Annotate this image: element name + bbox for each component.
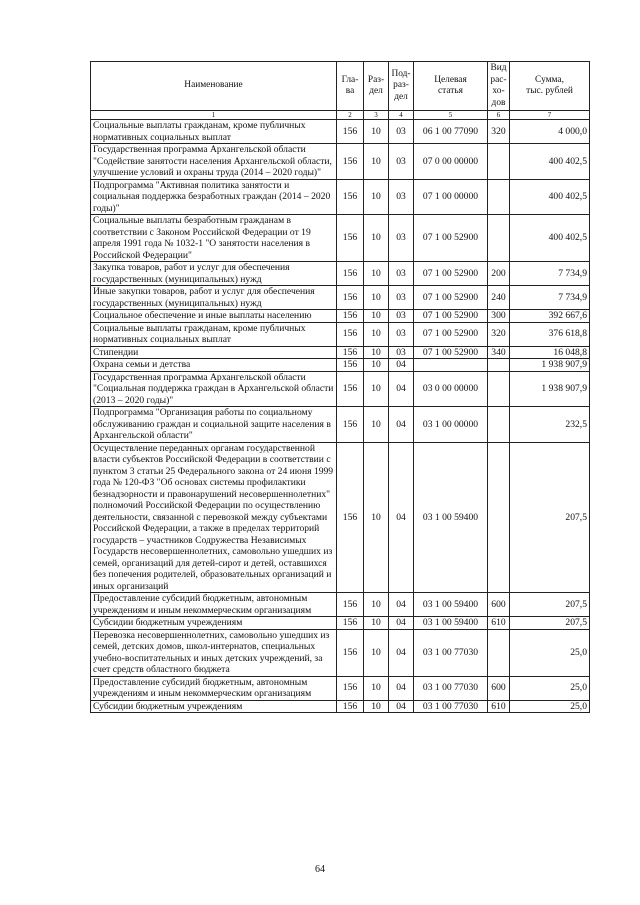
table-row bbox=[91, 617, 590, 630]
cell-target: 07 1 00 00000 bbox=[414, 179, 488, 215]
table-row bbox=[91, 310, 590, 323]
table-row bbox=[91, 407, 590, 443]
cell-sum: 25,0 bbox=[510, 676, 590, 700]
cell-vid: 610 bbox=[488, 700, 510, 713]
table-row bbox=[91, 629, 590, 676]
cell-target bbox=[414, 359, 488, 372]
cell-vid: 600 bbox=[488, 593, 510, 617]
cell-razdel: 10 bbox=[364, 310, 389, 323]
budget-table bbox=[90, 61, 590, 713]
cell-razdel: 10 bbox=[364, 407, 389, 443]
cell-sum: 207,5 bbox=[510, 617, 590, 630]
cell-name: Социальные выплаты гражданам, кроме публичных нормативных социальных выплат bbox=[91, 322, 337, 346]
cell-vid: 240 bbox=[488, 286, 510, 310]
cell-vid bbox=[488, 371, 510, 407]
cell-sum: 7 734,9 bbox=[510, 262, 590, 286]
cell-vid bbox=[488, 359, 510, 372]
cell-vid: 320 bbox=[488, 120, 510, 144]
cell-target: 07 1 00 52900 bbox=[414, 322, 488, 346]
cell-target: 06 1 00 77090 bbox=[414, 120, 488, 144]
cell-podrazdel: 03 bbox=[389, 322, 414, 346]
table-row bbox=[91, 442, 590, 593]
cell-glava: 156 bbox=[337, 676, 364, 700]
cell-target: 03 1 00 77030 bbox=[414, 629, 488, 676]
column-number: 3 bbox=[364, 111, 389, 120]
cell-podrazdel: 03 bbox=[389, 286, 414, 310]
table-row bbox=[91, 120, 590, 144]
cell-glava: 156 bbox=[337, 629, 364, 676]
table-row bbox=[91, 676, 590, 700]
cell-sum: 400 402,5 bbox=[510, 144, 590, 180]
cell-target: 07 1 00 52900 bbox=[414, 346, 488, 359]
cell-sum: 1 938 907,9 bbox=[510, 371, 590, 407]
cell-name: Перевозка несовершеннолетних, самовольно ушедших из семей, детских домов, школ-интернатов, специальных учебно-воспитательных и иных детских учреждений, за счет средств областного бюджета bbox=[91, 629, 337, 676]
header-vid: Вид рас- хо- дов bbox=[488, 62, 510, 111]
cell-name: Закупка товаров, работ и услуг для обеспечения государственных (муниципальных) нужд bbox=[91, 262, 337, 286]
cell-razdel: 10 bbox=[364, 144, 389, 180]
cell-podrazdel: 03 bbox=[389, 262, 414, 286]
column-number: 6 bbox=[488, 111, 510, 120]
header-glava: Гла- ва bbox=[337, 62, 364, 111]
cell-glava: 156 bbox=[337, 215, 364, 262]
cell-glava: 156 bbox=[337, 442, 364, 593]
cell-sum: 207,5 bbox=[510, 593, 590, 617]
header-sum: Сумма, тыс. рублей bbox=[510, 62, 590, 111]
cell-sum: 4 000,0 bbox=[510, 120, 590, 144]
cell-glava: 156 bbox=[337, 617, 364, 630]
table-row bbox=[91, 371, 590, 407]
cell-sum: 232,5 bbox=[510, 407, 590, 443]
cell-name: Подпрограмма "Организация работы по социальному обслуживанию граждан и социальной защите населения в Архангельской области" bbox=[91, 407, 337, 443]
cell-podrazdel: 03 bbox=[389, 310, 414, 323]
cell-name: Охрана семьи и детства bbox=[91, 359, 337, 372]
column-number: 5 bbox=[414, 111, 488, 120]
cell-podrazdel: 04 bbox=[389, 407, 414, 443]
cell-glava: 156 bbox=[337, 371, 364, 407]
header-razdel: Раз- дел bbox=[364, 62, 389, 111]
cell-sum: 400 402,5 bbox=[510, 215, 590, 262]
cell-razdel: 10 bbox=[364, 593, 389, 617]
cell-sum: 1 938 907,9 bbox=[510, 359, 590, 372]
cell-vid bbox=[488, 144, 510, 180]
cell-razdel: 10 bbox=[364, 617, 389, 630]
header-row bbox=[91, 62, 590, 111]
cell-razdel: 10 bbox=[364, 676, 389, 700]
table-row bbox=[91, 144, 590, 180]
cell-razdel: 10 bbox=[364, 262, 389, 286]
cell-podrazdel: 04 bbox=[389, 617, 414, 630]
cell-sum: 400 402,5 bbox=[510, 179, 590, 215]
table-row bbox=[91, 215, 590, 262]
cell-vid: 600 bbox=[488, 676, 510, 700]
cell-vid: 340 bbox=[488, 346, 510, 359]
table-row bbox=[91, 700, 590, 713]
cell-name: Предоставление субсидий бюджетным, автономным учреждениям и иным некоммерческим организациям bbox=[91, 593, 337, 617]
cell-target: 03 1 00 59400 bbox=[414, 593, 488, 617]
cell-sum: 392 667,6 bbox=[510, 310, 590, 323]
cell-razdel: 10 bbox=[364, 359, 389, 372]
header-name: Наименование bbox=[91, 62, 337, 111]
cell-glava: 156 bbox=[337, 593, 364, 617]
cell-glava: 156 bbox=[337, 262, 364, 286]
cell-name: Государственная программа Архангельской области "Содействие занятости населения Архангельской области, улучшение условий и охраны труда (2014 – 2020 годы)" bbox=[91, 144, 337, 180]
cell-glava: 156 bbox=[337, 310, 364, 323]
cell-name: Подпрограмма "Активная политика занятости и социальная поддержка безработных граждан (2014 – 2020 годы)" bbox=[91, 179, 337, 215]
cell-vid: 320 bbox=[488, 322, 510, 346]
cell-vid bbox=[488, 629, 510, 676]
cell-vid bbox=[488, 179, 510, 215]
cell-name: Социальные выплаты безработным гражданам в соответствии с Законом Российской Федерации от 19 апреля 1991 года № 1032-1 "О занятости населения в Российской Федерации" bbox=[91, 215, 337, 262]
cell-vid bbox=[488, 407, 510, 443]
cell-sum: 25,0 bbox=[510, 629, 590, 676]
table-row bbox=[91, 593, 590, 617]
table-row bbox=[91, 286, 590, 310]
cell-glava: 156 bbox=[337, 346, 364, 359]
cell-razdel: 10 bbox=[364, 322, 389, 346]
page-number: 64 bbox=[315, 864, 325, 875]
cell-podrazdel: 03 bbox=[389, 179, 414, 215]
cell-target: 03 0 00 00000 bbox=[414, 371, 488, 407]
cell-glava: 156 bbox=[337, 179, 364, 215]
cell-vid: 200 bbox=[488, 262, 510, 286]
cell-name: Субсидии бюджетным учреждениям bbox=[91, 700, 337, 713]
cell-podrazdel: 03 bbox=[389, 120, 414, 144]
cell-razdel: 10 bbox=[364, 286, 389, 310]
cell-razdel: 10 bbox=[364, 120, 389, 144]
cell-name: Иные закупки товаров, работ и услуг для обеспечения государственных (муниципальных) нужд bbox=[91, 286, 337, 310]
table-row bbox=[91, 346, 590, 359]
cell-glava: 156 bbox=[337, 144, 364, 180]
cell-podrazdel: 03 bbox=[389, 215, 414, 262]
cell-name: Социальное обеспечение и иные выплаты населению bbox=[91, 310, 337, 323]
cell-sum: 25,0 bbox=[510, 700, 590, 713]
cell-target: 03 1 00 77030 bbox=[414, 700, 488, 713]
cell-target: 03 1 00 59400 bbox=[414, 617, 488, 630]
cell-target: 07 1 00 52900 bbox=[414, 262, 488, 286]
cell-podrazdel: 04 bbox=[389, 593, 414, 617]
cell-podrazdel: 04 bbox=[389, 676, 414, 700]
cell-target: 03 1 00 77030 bbox=[414, 676, 488, 700]
cell-razdel: 10 bbox=[364, 179, 389, 215]
cell-name: Субсидии бюджетным учреждениям bbox=[91, 617, 337, 630]
cell-target: 07 1 00 52900 bbox=[414, 215, 488, 262]
cell-podrazdel: 04 bbox=[389, 629, 414, 676]
cell-sum: 207,5 bbox=[510, 442, 590, 593]
cell-name: Социальные выплаты гражданам, кроме публичных нормативных социальных выплат bbox=[91, 120, 337, 144]
cell-razdel: 10 bbox=[364, 215, 389, 262]
cell-glava: 156 bbox=[337, 407, 364, 443]
cell-glava: 156 bbox=[337, 700, 364, 713]
cell-target: 07 1 00 52900 bbox=[414, 310, 488, 323]
column-number: 2 bbox=[337, 111, 364, 120]
table-row bbox=[91, 359, 590, 372]
cell-razdel: 10 bbox=[364, 700, 389, 713]
cell-name: Стипендии bbox=[91, 346, 337, 359]
cell-podrazdel: 03 bbox=[389, 346, 414, 359]
table-row bbox=[91, 262, 590, 286]
cell-name: Предоставление субсидий бюджетным, автономным учреждениям и иным некоммерческим организациям bbox=[91, 676, 337, 700]
column-number: 7 bbox=[510, 111, 590, 120]
cell-target: 03 1 00 00000 bbox=[414, 407, 488, 443]
cell-razdel: 10 bbox=[364, 371, 389, 407]
cell-sum: 7 734,9 bbox=[510, 286, 590, 310]
cell-vid bbox=[488, 442, 510, 593]
cell-sum: 376 618,8 bbox=[510, 322, 590, 346]
cell-podrazdel: 03 bbox=[389, 144, 414, 180]
cell-razdel: 10 bbox=[364, 629, 389, 676]
cell-glava: 156 bbox=[337, 322, 364, 346]
cell-sum: 16 048,8 bbox=[510, 346, 590, 359]
cell-glava: 156 bbox=[337, 359, 364, 372]
cell-name: Осуществление переданных органам государственной власти субъектов Российской Федерации в соответствии с пунктом 3 статьи 25 Федерального закона от 24 июня 1999 года № 120-ФЗ "Об основах системы профилактики безнадзорности и правонарушений несовершеннолетних" полномочий Российской Федерации по осуществлению деятельности, связанной с перевозкой между субъектами Российской Федерации, а также в пределах территорий государств – участников Содружества Независимых Государств несовершеннолетних, самовольно ушедших из семей, организаций для детей-сирот и детей, оставшихся без попечения родителей, образовательных организаций и иных организаций bbox=[91, 442, 337, 593]
cell-target: 03 1 00 59400 bbox=[414, 442, 488, 593]
cell-podrazdel: 04 bbox=[389, 700, 414, 713]
header-target: Целевая статья bbox=[414, 62, 488, 111]
cell-name: Государственная программа Архангельской области "Социальная поддержка граждан в Архангельской области (2013 – 2020 годы)" bbox=[91, 371, 337, 407]
column-number-row bbox=[91, 111, 590, 120]
cell-vid: 300 bbox=[488, 310, 510, 323]
cell-target: 07 1 00 52900 bbox=[414, 286, 488, 310]
cell-razdel: 10 bbox=[364, 442, 389, 593]
cell-glava: 156 bbox=[337, 286, 364, 310]
header-podrazdel: Под- раз- дел bbox=[389, 62, 414, 111]
column-number: 1 bbox=[91, 111, 337, 120]
cell-razdel: 10 bbox=[364, 346, 389, 359]
cell-podrazdel: 04 bbox=[389, 371, 414, 407]
table-row bbox=[91, 179, 590, 215]
cell-vid: 610 bbox=[488, 617, 510, 630]
table-row bbox=[91, 322, 590, 346]
column-number: 4 bbox=[389, 111, 414, 120]
cell-vid bbox=[488, 215, 510, 262]
cell-podrazdel: 04 bbox=[389, 359, 414, 372]
cell-target: 07 0 00 00000 bbox=[414, 144, 488, 180]
cell-podrazdel: 04 bbox=[389, 442, 414, 593]
cell-glava: 156 bbox=[337, 120, 364, 144]
